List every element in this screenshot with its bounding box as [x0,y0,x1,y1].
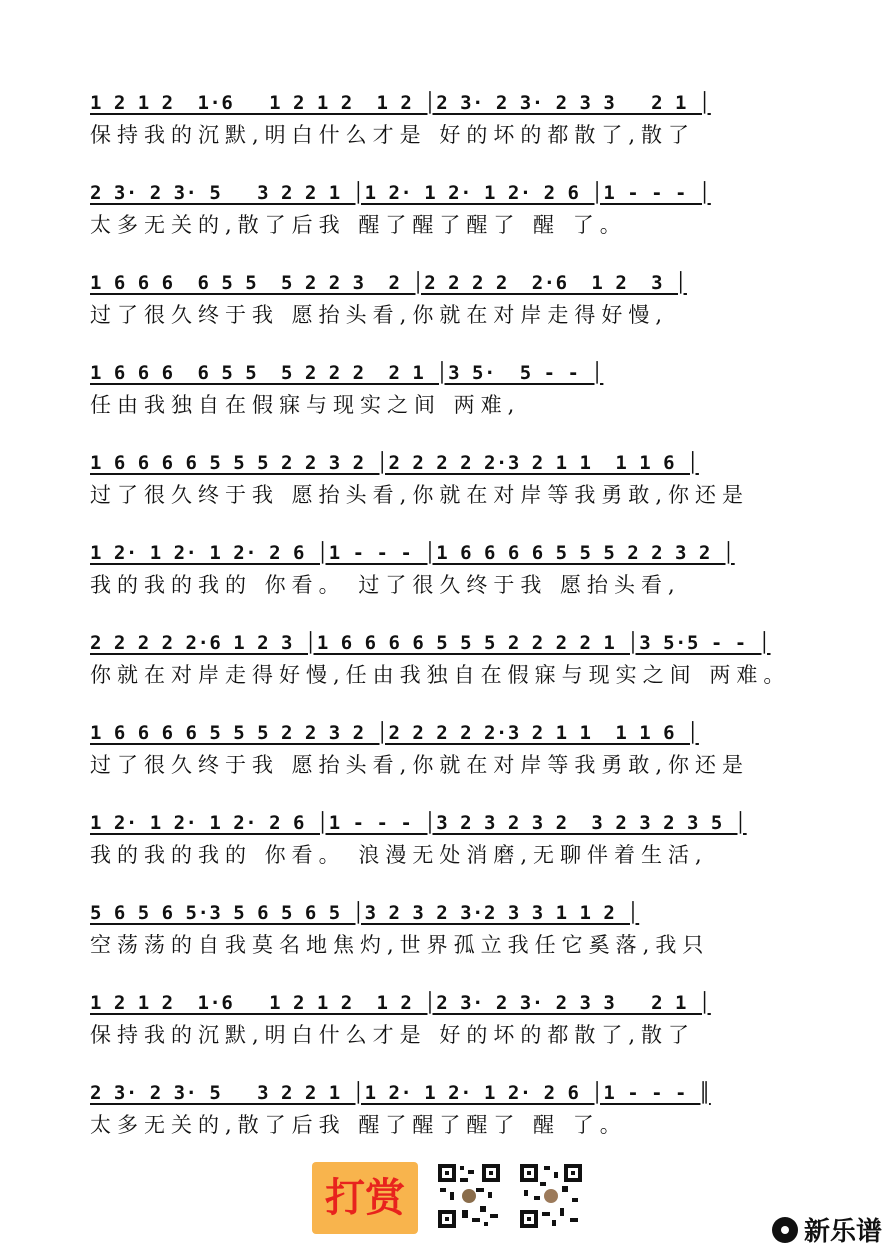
tip-button[interactable]: 打赏 [312,1162,418,1234]
lyric-line-12: 太多无关的,散了后我 醒了醒了醒了 醒 了。 [90,1113,627,1137]
notation-line-1: 1 2 1 2 1·6 1 2 1 2 1 2 │2 3· 2 3· 2 3 3 2 1 │ [90,92,711,114]
notation-line-12: 2 3· 2 3· 5 3 2 2 1 │1 2· 1 2· 1 2· 2 6 │1 - - - ║ [90,1082,711,1104]
brand [772,1211,882,1248]
lyric-line-1: 保持我的沉默,明白什么才是 好的坏的都散了,散了 [90,123,696,147]
lyric-line-10: 空荡荡的自我莫名地焦灼,世界孤立我任它奚落,我只 [90,933,710,957]
lyric-line-9: 我的我的我的 你看。 浪漫无处消磨,无聊伴着生活, [90,843,708,867]
notation-line-3: 1 6 6 6 6 5 5 5 2 2 3 2 │2 2 2 2 2·6 1 2 3 │ [90,272,687,294]
brand-name: 新乐谱 [803,1217,882,1247]
lyric-line-11: 保持我的沉默,明白什么才是 好的坏的都散了,散了 [90,1023,696,1047]
lyric-line-4: 任由我独自在假寐与现实之间 两难, [90,393,521,417]
notation-line-11: 1 2 1 2 1·6 1 2 1 2 1 2 │2 3· 2 3· 2 3 3 2 1 │ [90,992,711,1014]
lyric-line-6: 我的我的我的 你看。 过了很久终于我 愿抬头看, [90,573,681,597]
notation-line-6: 1 2· 1 2· 1 2· 2 6 │1 - - - │1 6 6 6 6 5 5 5 2 2 3 2 │ [90,542,735,564]
lyric-line-3: 过了很久终于我 愿抬头看,你就在对岸走得好慢, [90,303,669,327]
notation-line-5: 1 6 6 6 6 5 5 5 2 2 3 2 │2 2 2 2 2·3 2 1 1 1 1 6 │ [90,452,699,474]
lyric-line-2: 太多无关的,散了后我 醒了醒了醒了 醒 了。 [90,213,627,237]
notation-line-10: 5 6 5 6 5·3 5 6 5 6 5 │3 2 3 2 3·2 3 3 1 1 2 │ [90,902,640,924]
notation-line-2: 2 3· 2 3· 5 3 2 2 1 │1 2· 1 2· 1 2· 2 6 │1 - - - │ [90,182,711,204]
lyric-line-5: 过了很久终于我 愿抬头看,你就在对岸等我勇敢,你还是 [90,483,750,507]
footer [0,1158,888,1256]
notation-line-8: 1 6 6 6 6 5 5 5 2 2 3 2 │2 2 2 2 2·3 2 1 1 1 1 6 │ [90,722,699,744]
notation-line-7: 2 2 2 2 2·6 1 2 3 │1 6 6 6 6 5 5 5 2 2 2 2 1 │3 5·5 - - │ [90,632,771,654]
notation-line-9: 1 2· 1 2· 1 2· 2 6 │1 - - - │3 2 3 2 3 2 3 2 3 2 3 5 │ [90,812,747,834]
lyric-line-8: 过了很久终于我 愿抬头看,你就在对岸等我勇敢,你还是 [90,753,750,777]
vinyl-record-icon [772,1217,798,1243]
lyric-line-7: 你就在对岸走得好慢,任由我独自在假寐与现实之间 两难。 [90,663,791,687]
qr-code-icon[interactable] [436,1162,502,1230]
qr-code-icon[interactable] [518,1162,584,1230]
notation-line-4: 1 6 6 6 6 5 5 5 2 2 2 2 1 │3 5· 5 - - │ [90,362,604,384]
